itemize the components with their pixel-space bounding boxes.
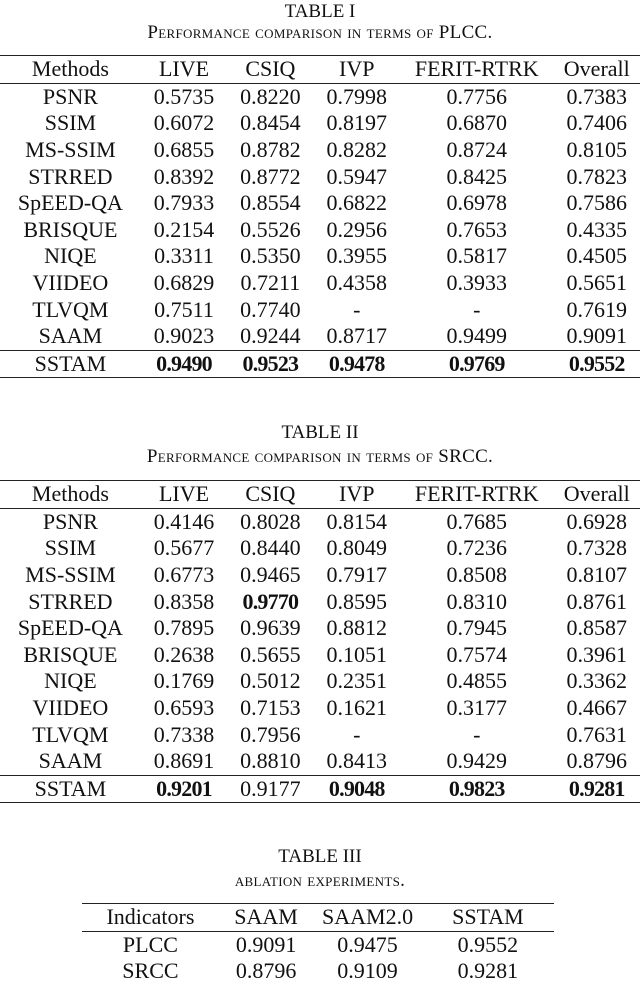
row-label: NIQE bbox=[44, 668, 97, 694]
table-cell: 0.8724 bbox=[446, 137, 508, 163]
row-label: STRRED bbox=[28, 588, 113, 614]
table-cell: 0.3177 bbox=[446, 695, 508, 721]
table-cell: 0.8761 bbox=[566, 588, 628, 614]
table-cell: 0.6855 bbox=[153, 137, 215, 163]
table-cell: 0.8717 bbox=[326, 323, 388, 349]
table-cell: 0.2956 bbox=[326, 216, 388, 242]
column-header: CSIQ bbox=[245, 481, 296, 507]
table-cell: 0.6870 bbox=[446, 110, 508, 136]
table-row bbox=[0, 748, 640, 775]
header-row bbox=[0, 56, 640, 84]
table-cell: 0.8782 bbox=[240, 137, 301, 163]
table-cell: 0.5651 bbox=[566, 270, 628, 296]
table-1-label: TABLE I bbox=[284, 1, 356, 22]
table-cell: 0.9091 bbox=[566, 323, 628, 349]
table-2-label: TABLE II bbox=[281, 422, 359, 443]
table-cell: 0.9769 bbox=[448, 350, 505, 376]
row-label: SAAM bbox=[38, 748, 103, 774]
table-cell: - bbox=[353, 721, 361, 747]
table-cell: 0.9465 bbox=[240, 562, 301, 588]
plcc-table bbox=[0, 55, 640, 378]
table-cell: 0.7153 bbox=[240, 695, 301, 721]
table-cell: 0.5947 bbox=[326, 163, 388, 189]
table-cell: 0.8595 bbox=[326, 588, 388, 614]
table-cell: 0.8049 bbox=[326, 535, 388, 561]
table-cell: 0.7956 bbox=[240, 721, 301, 747]
table-cell: 0.9048 bbox=[328, 775, 385, 801]
table-cell: 0.8812 bbox=[326, 615, 388, 641]
table-cell: 0.4505 bbox=[566, 243, 628, 269]
table-cell: 0.8554 bbox=[240, 190, 301, 216]
table-cell: 0.8392 bbox=[153, 163, 215, 189]
table-cell: 0.4855 bbox=[446, 668, 508, 694]
table-row bbox=[82, 931, 554, 958]
table-cell: 0.9552 bbox=[568, 350, 625, 376]
table-3-label: TABLE III bbox=[278, 846, 362, 867]
table-cell: 0.7917 bbox=[326, 562, 388, 588]
row-label: BRISQUE bbox=[23, 641, 118, 667]
table-cell: 0.9177 bbox=[240, 775, 301, 801]
table-cell: 0.9429 bbox=[446, 748, 508, 774]
table-row bbox=[0, 110, 640, 137]
table-cell: 0.8282 bbox=[326, 137, 388, 163]
table-cell: 0.7998 bbox=[326, 83, 388, 109]
table-cell: 0.7328 bbox=[566, 535, 628, 561]
table-cell: 0.9490 bbox=[156, 350, 212, 376]
table-cell: 0.3362 bbox=[566, 668, 628, 694]
table-row bbox=[0, 775, 640, 803]
table-cell: 0.8587 bbox=[566, 615, 628, 641]
table-cell: 0.7236 bbox=[446, 535, 508, 561]
table-cell: 0.9091 bbox=[235, 931, 297, 957]
table-cell: 0.5526 bbox=[240, 216, 301, 242]
table-cell: 0.8508 bbox=[446, 562, 508, 588]
row-label: SSIM bbox=[44, 110, 97, 136]
table-cell: 0.9281 bbox=[457, 958, 519, 984]
table-cell: 0.1769 bbox=[153, 668, 215, 694]
table-cell: 0.8796 bbox=[566, 748, 628, 774]
row-label: SpEED-QA bbox=[17, 190, 123, 216]
column-header: Methods bbox=[31, 481, 109, 507]
row-label: MS-SSIM bbox=[25, 562, 116, 588]
row-label: SSIM bbox=[44, 535, 97, 561]
table-cell: 0.8810 bbox=[240, 748, 301, 774]
table-cell: 0.9201 bbox=[156, 775, 212, 801]
table-cell: - bbox=[473, 721, 481, 747]
table-row bbox=[0, 243, 640, 270]
table-row bbox=[0, 296, 640, 323]
row-label: SRCC bbox=[122, 958, 179, 984]
column-header: CSIQ bbox=[245, 56, 296, 82]
table-row bbox=[0, 217, 640, 244]
table-cell: 0.9478 bbox=[328, 350, 385, 376]
table-cell: 0.6072 bbox=[153, 110, 215, 136]
table-cell: - bbox=[473, 296, 481, 322]
table-2-caption: Performance comparison in terms of SRCC. bbox=[146, 446, 494, 467]
table-cell: 0.9639 bbox=[240, 615, 301, 641]
table-cell: 0.2154 bbox=[153, 216, 215, 242]
table-cell: 0.8028 bbox=[240, 508, 301, 534]
table-cell: 0.9770 bbox=[242, 588, 299, 614]
table-cell: 0.8454 bbox=[240, 110, 301, 136]
table-row bbox=[0, 721, 640, 748]
table-cell: 0.9552 bbox=[457, 931, 519, 957]
table-cell: 0.7945 bbox=[446, 615, 508, 641]
table-cell: 0.5012 bbox=[240, 668, 301, 694]
table-cell: 0.6822 bbox=[326, 190, 388, 216]
column-header: Methods bbox=[31, 56, 109, 82]
table-cell: 0.8105 bbox=[566, 137, 628, 163]
table-row bbox=[0, 588, 640, 615]
table-cell: 0.7406 bbox=[566, 110, 628, 136]
column-header: Overall bbox=[563, 481, 630, 507]
table-cell: 0.5655 bbox=[240, 641, 301, 667]
column-header: IVP bbox=[339, 56, 375, 82]
table-cell: 0.5735 bbox=[153, 83, 215, 109]
row-label: VIIDEO bbox=[32, 695, 109, 721]
column-header: Indicators bbox=[106, 904, 195, 930]
table-cell: 0.7823 bbox=[566, 163, 628, 189]
table-cell: 0.7740 bbox=[240, 296, 301, 322]
column-header: SSTAM bbox=[452, 904, 524, 930]
table-row bbox=[0, 190, 640, 217]
table-cell: 0.7383 bbox=[566, 83, 628, 109]
row-label: NIQE bbox=[44, 243, 97, 269]
table-cell: 0.9109 bbox=[337, 958, 398, 984]
column-header: Overall bbox=[563, 56, 630, 82]
table-cell: 0.3955 bbox=[326, 243, 388, 269]
table-cell: 0.8440 bbox=[240, 535, 301, 561]
table-row bbox=[0, 668, 640, 695]
table-cell: 0.8154 bbox=[326, 508, 388, 534]
column-header: LIVE bbox=[158, 481, 210, 507]
table-cell: 0.9281 bbox=[568, 775, 625, 801]
table-cell: 0.7574 bbox=[446, 641, 508, 667]
row-label: TLVQM bbox=[32, 721, 109, 747]
table-cell: 0.9823 bbox=[448, 775, 505, 801]
table-cell: 0.7685 bbox=[446, 508, 508, 534]
table-cell: 0.7653 bbox=[446, 216, 508, 242]
table-row bbox=[0, 163, 640, 190]
table-cell: 0.7933 bbox=[153, 190, 215, 216]
table-row bbox=[0, 350, 640, 378]
row-label: PLCC bbox=[122, 931, 178, 957]
table-cell: 0.7586 bbox=[566, 190, 628, 216]
column-header: FERIT-RTRK bbox=[414, 481, 539, 507]
column-header: SAAM2.0 bbox=[322, 904, 414, 930]
row-label: STRRED bbox=[28, 163, 113, 189]
header-row bbox=[0, 481, 640, 509]
table-row bbox=[0, 615, 640, 642]
table-cell: 0.5677 bbox=[153, 535, 215, 561]
table-cell: 0.3933 bbox=[446, 270, 508, 296]
table-cell: 0.8358 bbox=[153, 588, 215, 614]
table-row bbox=[0, 562, 640, 589]
table-cell: 0.6928 bbox=[566, 508, 628, 534]
table-cell: 0.5817 bbox=[446, 243, 508, 269]
table-cell: 0.6773 bbox=[153, 562, 215, 588]
table-cell: 0.4335 bbox=[566, 216, 628, 242]
column-header: FERIT-RTRK bbox=[414, 56, 539, 82]
row-label: BRISQUE bbox=[23, 216, 118, 242]
row-label: SAAM bbox=[38, 323, 103, 349]
table-cell: 0.8107 bbox=[566, 562, 628, 588]
row-label: PSNR bbox=[42, 83, 98, 109]
row-label: SSTAM bbox=[34, 775, 107, 801]
table-cell: 0.7631 bbox=[566, 721, 628, 747]
table-cell: 0.9023 bbox=[153, 323, 215, 349]
table-cell: 0.2351 bbox=[326, 668, 388, 694]
row-label: SpEED-QA bbox=[17, 615, 123, 641]
table-cell: 0.8691 bbox=[153, 748, 215, 774]
table-cell: 0.9475 bbox=[337, 931, 398, 957]
table-cell: 0.3311 bbox=[154, 243, 214, 269]
table-row bbox=[0, 535, 640, 562]
row-label: PSNR bbox=[42, 508, 98, 534]
table-cell: 0.6978 bbox=[446, 190, 508, 216]
table-cell: 0.4667 bbox=[566, 695, 628, 721]
header-row bbox=[82, 904, 554, 932]
table-cell: 0.7338 bbox=[153, 721, 215, 747]
table-cell: 0.8772 bbox=[240, 163, 301, 189]
row-label: SSTAM bbox=[34, 350, 107, 376]
table-cell: 0.2638 bbox=[153, 641, 215, 667]
table-cell: 0.7511 bbox=[154, 296, 214, 322]
table-cell: 0.8796 bbox=[235, 958, 297, 984]
table-row bbox=[0, 270, 640, 297]
table-cell: 0.7619 bbox=[566, 296, 628, 322]
table-cell: 0.8220 bbox=[240, 83, 301, 109]
srcc-table bbox=[0, 480, 640, 803]
table-row bbox=[0, 508, 640, 535]
table-cell: 0.6829 bbox=[153, 270, 215, 296]
column-header: IVP bbox=[339, 481, 375, 507]
table-row bbox=[0, 323, 640, 350]
table-row bbox=[0, 137, 640, 164]
table-row bbox=[0, 83, 640, 110]
table-cell: 0.7756 bbox=[446, 83, 508, 109]
table-cell: 0.7895 bbox=[153, 615, 215, 641]
row-label: TLVQM bbox=[32, 296, 109, 322]
table-row bbox=[0, 695, 640, 722]
column-header: SAAM bbox=[234, 904, 298, 930]
table-cell: 0.1051 bbox=[326, 641, 388, 667]
table-cell: 0.8425 bbox=[446, 163, 508, 189]
table-cell: 0.4146 bbox=[153, 508, 215, 534]
table-cell: 0.6593 bbox=[153, 695, 215, 721]
table-cell: 0.7211 bbox=[240, 270, 301, 296]
ablation-table bbox=[82, 903, 554, 985]
table-3-caption: ablation experiments. bbox=[234, 870, 406, 891]
table-cell: 0.3961 bbox=[566, 641, 628, 667]
table-1-caption: Performance comparison in terms of PLCC. bbox=[147, 22, 493, 43]
table-cell: 0.9244 bbox=[240, 323, 301, 349]
table-cell: 0.1621 bbox=[326, 695, 388, 721]
row-label: VIIDEO bbox=[32, 270, 109, 296]
table-row bbox=[0, 642, 640, 669]
column-header: LIVE bbox=[158, 56, 210, 82]
table-cell: 0.4358 bbox=[326, 270, 388, 296]
table-cell: 0.9523 bbox=[242, 350, 299, 376]
table-cell: 0.5350 bbox=[240, 243, 301, 269]
table-cell: 0.8310 bbox=[446, 588, 508, 614]
table-cell: 0.8197 bbox=[326, 110, 388, 136]
table-cell: 0.8413 bbox=[326, 748, 388, 774]
row-label: MS-SSIM bbox=[25, 137, 116, 163]
table-cell: - bbox=[353, 296, 361, 322]
table-cell: 0.9499 bbox=[446, 323, 508, 349]
